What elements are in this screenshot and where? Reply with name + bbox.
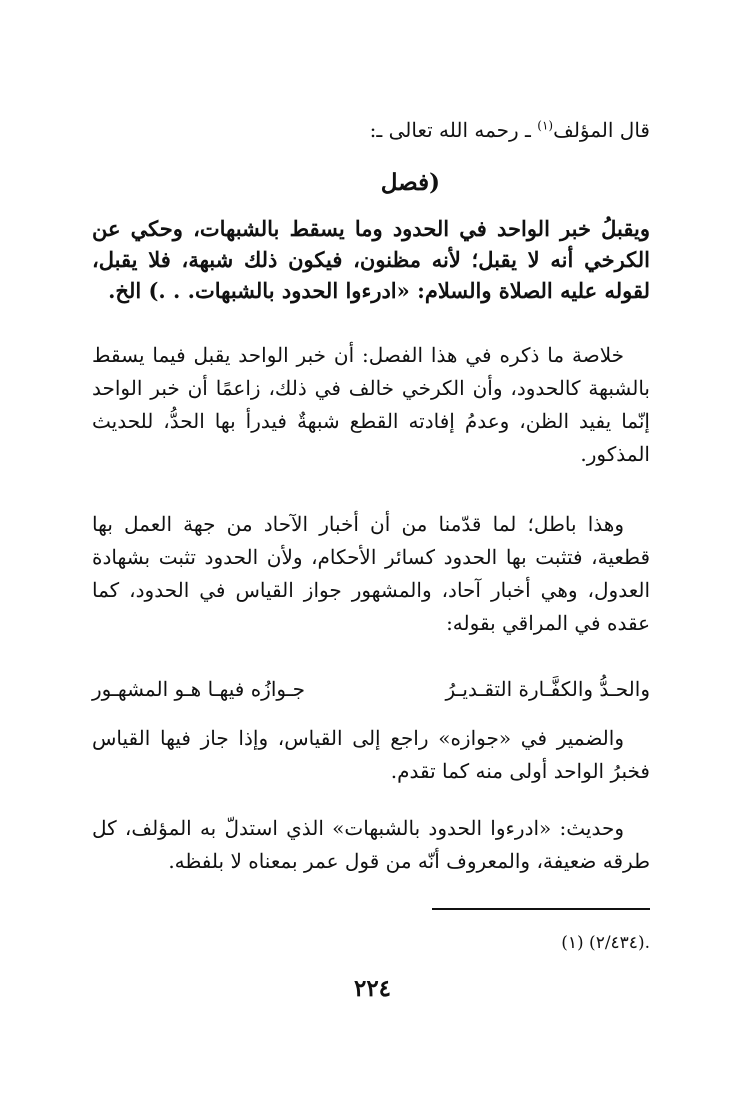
paragraph-text: والضمير في «جوازه» راجع إلى القياس، وإذا جاز فيها القياس فخبرُ الواحد أولى منه كما تقدم. <box>92 726 650 783</box>
paragraph-text: وهذا باطل؛ لما قدّمنا من أن أخبار الآحاد من جهة العمل بها قطعية، فتثبت بها الحدود كسائر الأحكام، ولأن الحدود تثبت بشهادة العدول، وهي أخبار آحاد، والمشهور جواز القياس في الحدود، كما عقده في المراقي بقوله: <box>92 512 651 635</box>
paragraph-text: وحديث: «ادرءوا الحدود بالشبهات» الذي استدلّ به المؤلف، كل طرقه ضعيفة، والمعروف أنّه من قول عمر بمعناه لا بلفظه. <box>92 816 650 873</box>
main-text: ويقبلُ خبر الواحد في الحدود وما يسقط بالشبهات، وحكي عن الكرخي أنه لا يقبل؛ لأنه مظنون، فيكون ذلك شبهة، فلا يقبل، لقوله عليه الصلاة والسلام: «ادرءوا الحدود بالشبهات. . .) الخ. <box>92 216 650 303</box>
footnote-reference[interactable]: (١) <box>537 118 554 133</box>
intro-text: قال المؤلف <box>553 118 650 142</box>
footnote: (١) (٢/٤٣٤). <box>561 933 650 953</box>
verse-first-hemistich: والحـدُّ والكفَّـارة التقـديـرُ <box>445 677 650 701</box>
commentary-paragraph-4 <box>92 812 650 878</box>
footnote-divider <box>432 908 650 910</box>
commentary-paragraph-2 <box>92 508 650 640</box>
verse-line <box>92 673 650 705</box>
section-heading: (فصل <box>380 169 440 196</box>
intro-line <box>92 112 650 148</box>
intro-rest: ـ رحمه الله تعالى ـ: <box>369 118 538 142</box>
verse-second-hemistich: جـوازُه فيهـا هـو المشهـور <box>92 677 305 701</box>
commentary-paragraph-1 <box>92 339 650 471</box>
page-number: ٢٢٤ <box>353 975 392 1002</box>
commentary-paragraph-3 <box>92 722 650 788</box>
paragraph-text: خلاصة ما ذكره في هذا الفصل: أن خبر الواحد يقبل فيما يسقط بالشبهة كالحدود، وأن الكرخي خالف في ذلك، زاعمًا أن خبر الواحد إنّما يفيد الظن، وعدمُ إفادته القطع شبهةٌ فيدرأ بها الحدُّ، للحديث المذكور. <box>92 343 650 466</box>
